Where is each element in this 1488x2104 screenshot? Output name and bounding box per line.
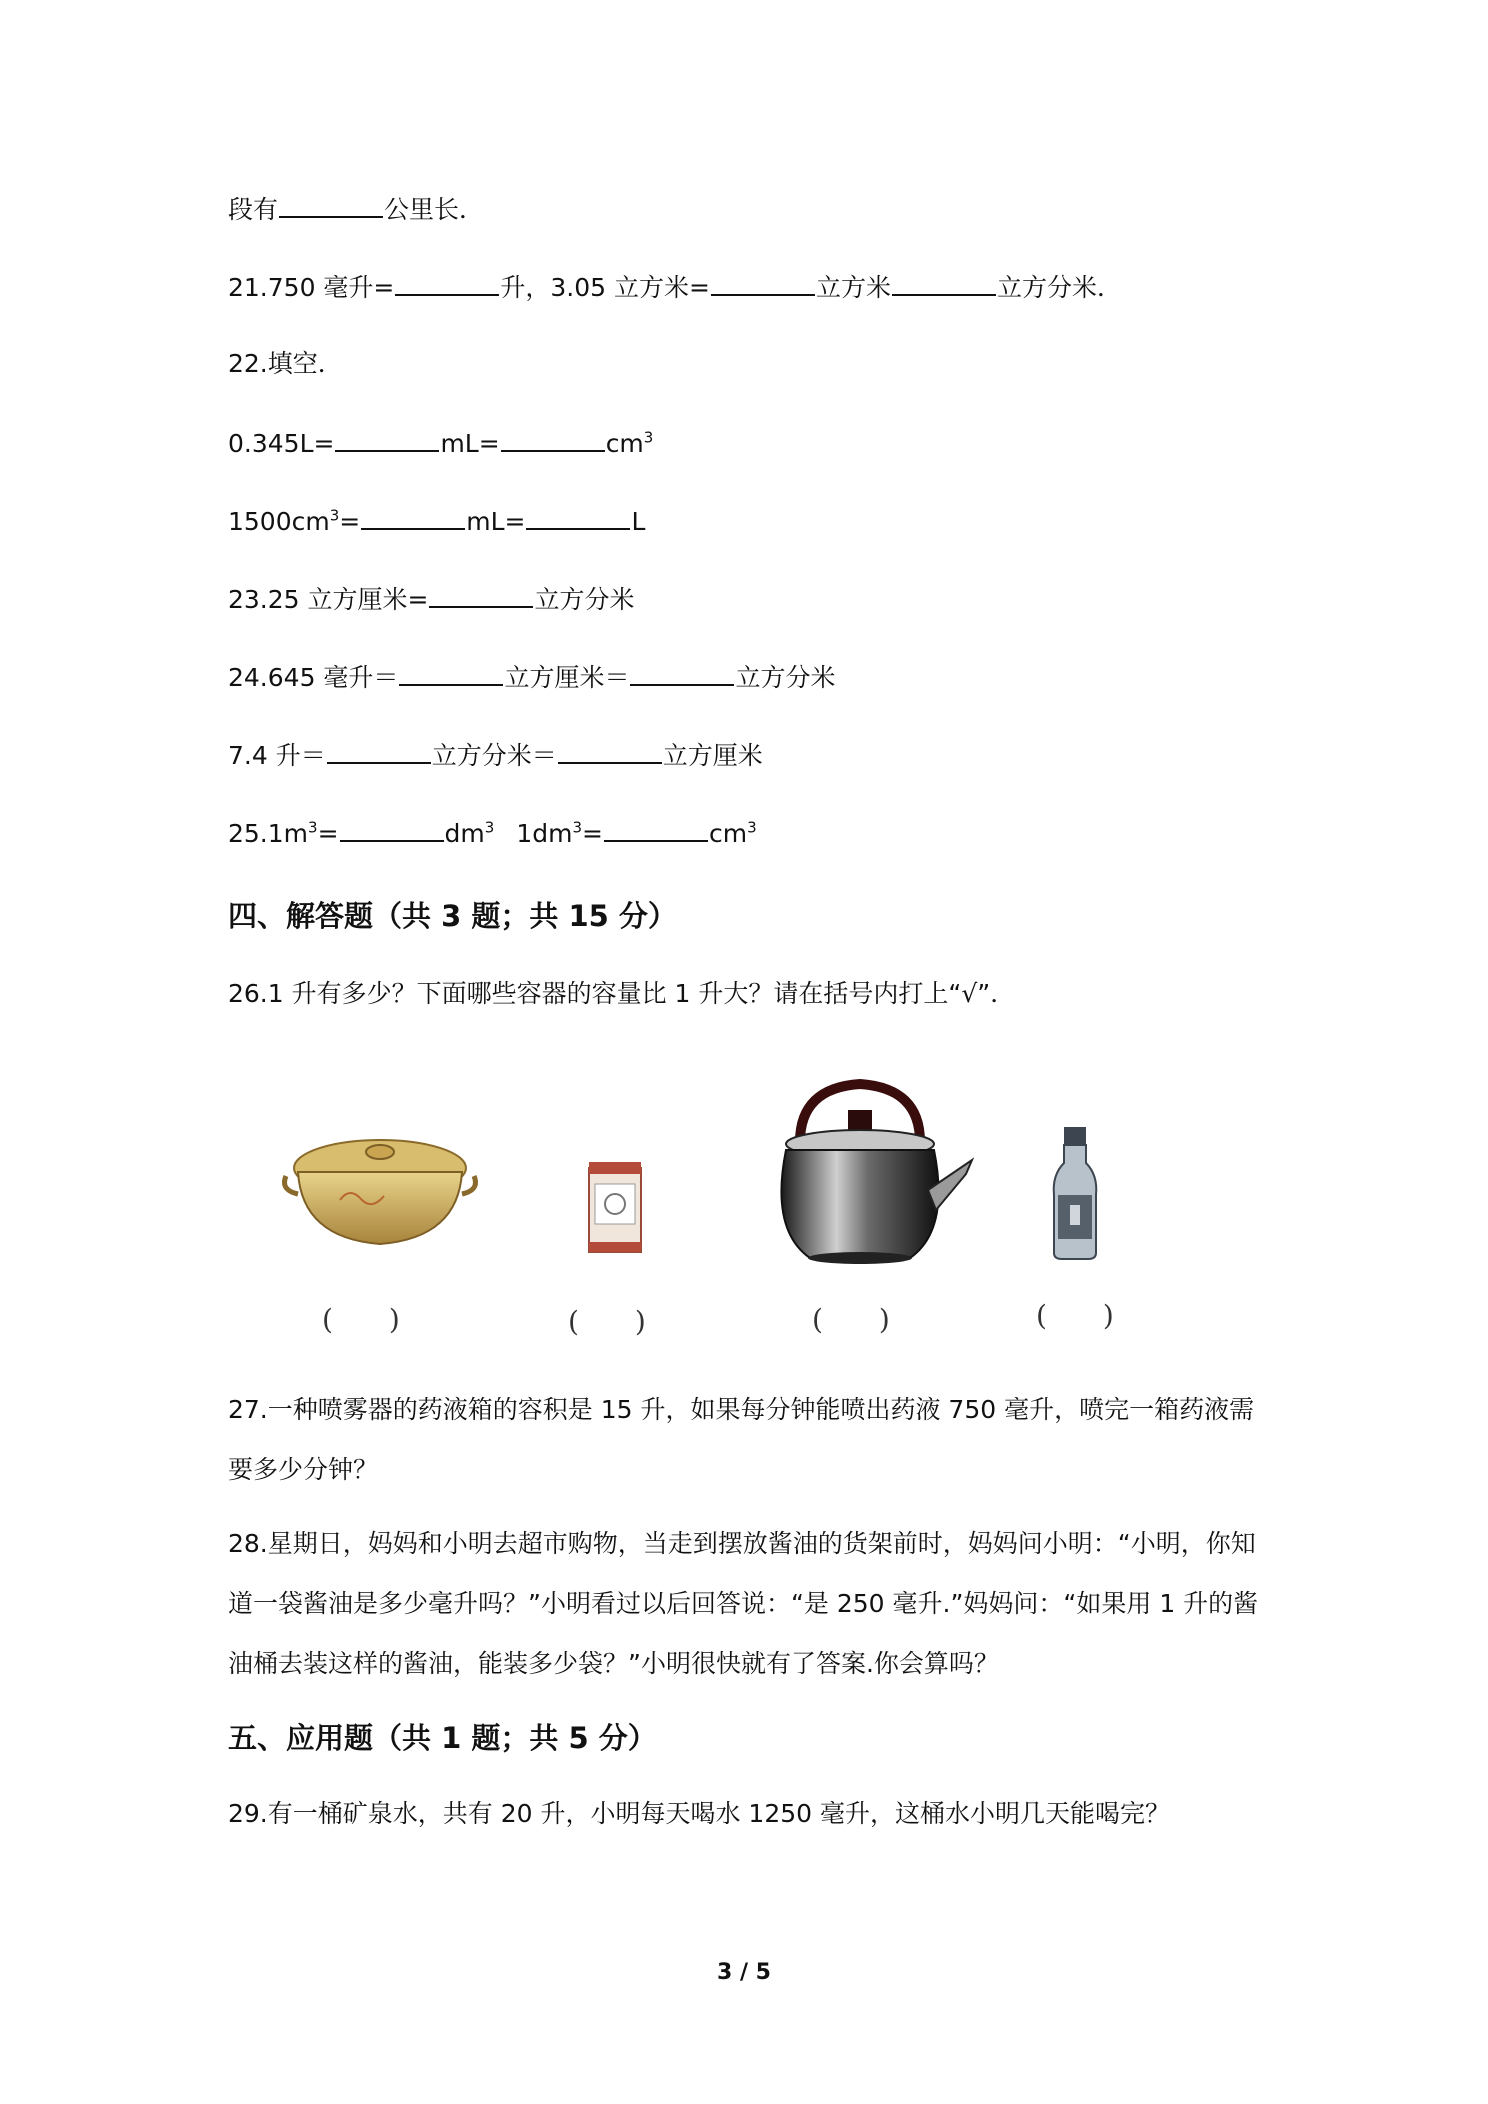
question-25: $25.1m^3= dm^3$ $1dm^3= cm^3$ [228,814,757,852]
answer-blank[interactable] [361,502,465,530]
answer-blank[interactable] [279,190,383,218]
answer-blank[interactable] [526,502,630,530]
answer-blank[interactable] [711,268,815,296]
milk-carton-image [585,1160,645,1260]
answer-blank[interactable] [630,658,734,686]
answer-blank[interactable] [335,424,439,452]
casserole-pot-image [280,1110,480,1264]
question-22: 22.填空． [228,349,343,378]
answer-blank[interactable] [399,658,503,686]
bottle-image [1050,1125,1100,1265]
question-23: 23.25 立方厘米= 立方分米 [228,580,634,618]
answer-blank[interactable] [501,424,605,452]
answer-blank[interactable] [604,814,708,842]
question-24: 24.645 毫升＝ 立方厘米＝ 立方分米 [228,658,835,696]
question-29: 29.有一桶矿泉水，共有 20 升，小明每天喝水 1250 毫升，这桶水小明几天能喝完？ [228,1799,1170,1828]
question-26: 26.1 升有多少？下面哪些容器的容量比 1 升大？请在括号内打上“√”． [228,979,1016,1008]
page-number: 3 / 5 [717,1960,771,1985]
question-27: 27.一种喷雾器的药液箱的容积是 15 升，如果每分钟能喷出药液 750 毫升，喷完一箱药液需要多少分钟？ [228,1395,1255,1484]
answer-parenthesis[interactable]: ( ) [322,1303,400,1336]
section-heading-4: 四、解答题（共 3 题；共 15 分） [228,899,677,933]
answer-parenthesis[interactable]: ( ) [1036,1299,1114,1332]
kettle-image [760,1070,980,1274]
answer-blank[interactable] [892,268,996,296]
answer-parenthesis[interactable]: ( ) [812,1303,890,1336]
question-28: 28.星期日，妈妈和小明去超市购物，当走到摆放酱油的货架前时，妈妈问小明：“小明，你知道一袋酱油是多少毫升吗？”小明看过以后回答说：“是 250 毫升.”妈妈问：“如果用 1 升的酱油桶去装这样的酱油，能装多少袋？”小明很快就有了答案.你会算吗？ [228,1529,1259,1678]
question-22-part-b: $1500cm^3= mL= L$ [228,502,645,540]
question-24-part-b: 7.4 升＝ 立方分米＝ 立方厘米 [228,736,763,774]
question-21: 21.750 毫升= 升，3.05 立方米= 立方米 立方分米． [228,268,1122,306]
answer-blank[interactable] [395,268,499,296]
question-22-part-a: $0.345L= mL= cm^3$ [228,424,653,462]
answer-blank[interactable] [558,736,662,764]
question-continuation: 段有 公里长． [228,190,484,228]
section-heading-5: 五、应用题（共 1 题；共 5 分） [228,1721,657,1755]
answer-blank[interactable] [340,814,444,842]
answer-blank[interactable] [327,736,431,764]
answer-blank[interactable] [429,580,533,608]
answer-parenthesis[interactable]: ( ) [568,1305,646,1338]
